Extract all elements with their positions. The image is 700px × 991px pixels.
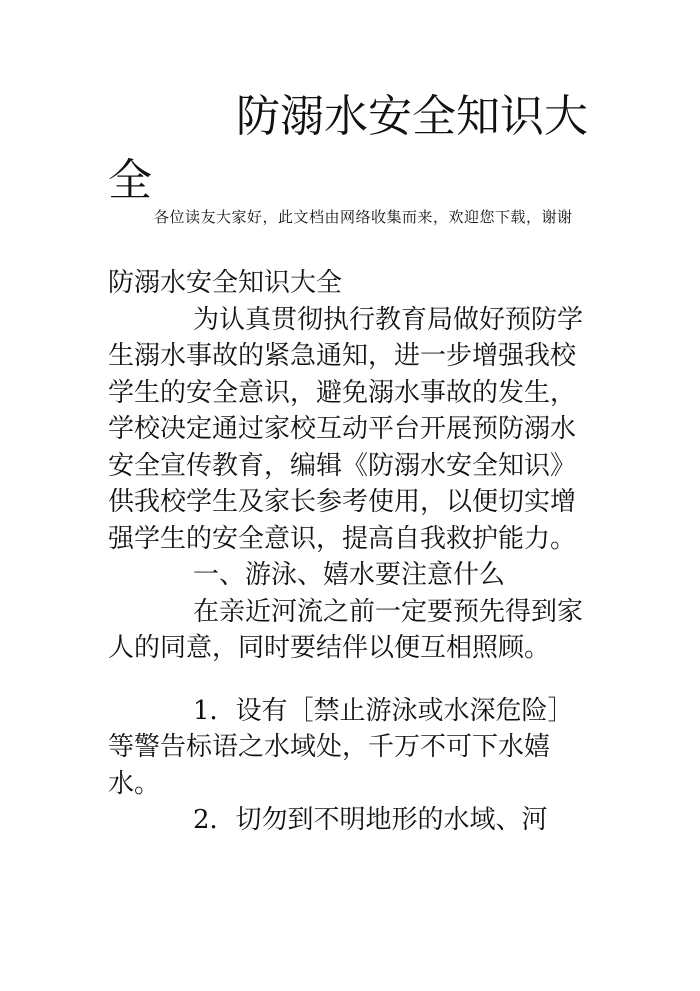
intro-paragraph: 为认真贯彻执行教育局做好预防学生溺水事故的紧急通知，进一步增强我校学生的安全意识，避免溺水事故的发生，学校决定通过家校互动平台开展预防溺水安全宣传教育，编辑《防溺水安全知识》供我校学生及家长参考使用，以便切实增强学生的安全意识，提高自我救护能力。 bbox=[108, 304, 584, 554]
subheading-swimming: 一、游泳、嬉水要注意什么 bbox=[193, 560, 506, 590]
paragraph-spacer bbox=[108, 667, 594, 693]
paragraph-family-permission: 在亲近河流之前一定要预先得到家人的同意，同时要结伴以便互相照顾。 bbox=[108, 596, 584, 663]
list-item-warning-signs: 1．设有［禁止游泳或水深危险］等警告标语之水域处，千万不可下水嬉水。 bbox=[108, 695, 574, 799]
download-note: 各位读友大家好，此文档由网络收集而来，欢迎您下载，谢谢 bbox=[154, 208, 573, 226]
list-item-unknown-waters: 2．切勿到不明地形的水域、河 bbox=[193, 805, 548, 835]
document-body bbox=[108, 265, 594, 839]
document-title: 防溺水安全知识大全 bbox=[108, 91, 588, 206]
section-heading: 防溺水安全知识大全 bbox=[108, 268, 343, 298]
